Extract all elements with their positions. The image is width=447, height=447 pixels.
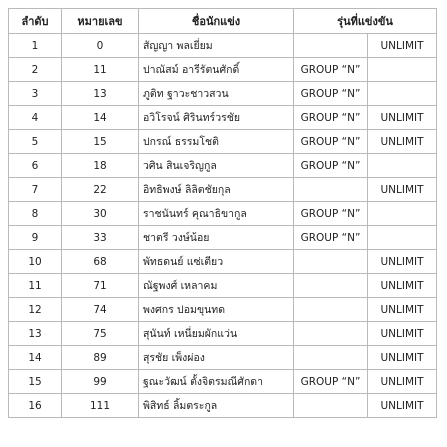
row-order: 14 (9, 346, 62, 370)
row-name: ปาณัสม์ อารีรัตนศักดิ์ (139, 58, 294, 82)
header-name: ชื่อนักแข่ง (139, 9, 294, 34)
row-group (294, 274, 368, 298)
row-order: 3 (9, 82, 62, 106)
row-unlimit: UNLIMIT (368, 130, 437, 154)
row-unlimit: UNLIMIT (368, 34, 437, 58)
row-order: 8 (9, 202, 62, 226)
row-number: 0 (62, 34, 139, 58)
row-name: สุรชัย เพ็งผ่อง (139, 346, 294, 370)
table-row (9, 394, 437, 418)
row-order: 11 (9, 274, 62, 298)
table-row (9, 250, 437, 274)
row-unlimit (368, 58, 437, 82)
row-order: 13 (9, 322, 62, 346)
row-group (294, 394, 368, 418)
row-number: 15 (62, 130, 139, 154)
table-body (9, 34, 437, 418)
row-group (294, 346, 368, 370)
row-group: GROUP “N” (294, 82, 368, 106)
row-name: พัทธดนย์ แซ่เตียว (139, 250, 294, 274)
row-unlimit: UNLIMIT (368, 274, 437, 298)
row-number: 71 (62, 274, 139, 298)
racer-table (8, 8, 437, 418)
table-row (9, 202, 437, 226)
row-order: 12 (9, 298, 62, 322)
row-unlimit: UNLIMIT (368, 298, 437, 322)
header-row (9, 9, 437, 34)
table-row (9, 34, 437, 58)
row-name: วศิน สินเจริญกูล (139, 154, 294, 178)
row-unlimit: UNLIMIT (368, 250, 437, 274)
row-number: 18 (62, 154, 139, 178)
row-unlimit: UNLIMIT (368, 394, 437, 418)
row-order: 10 (9, 250, 62, 274)
row-name: ปกรณ์ ธรรมโชติ (139, 130, 294, 154)
row-group: GROUP “N” (294, 370, 368, 394)
table-row (9, 178, 437, 202)
row-group (294, 322, 368, 346)
table-row (9, 370, 437, 394)
table-row (9, 106, 437, 130)
header-number: หมายเลข (62, 9, 139, 34)
row-name: พิสิทธ์ ลิ้มตระกูล (139, 394, 294, 418)
row-number: 75 (62, 322, 139, 346)
row-name: พงศกร ปอมขุนทด (139, 298, 294, 322)
row-group (294, 298, 368, 322)
row-unlimit (368, 202, 437, 226)
header-class: รุ่นที่แข่งขัน (294, 9, 437, 34)
row-order: 15 (9, 370, 62, 394)
header-order: ลำดับ (9, 9, 62, 34)
row-number: 11 (62, 58, 139, 82)
row-unlimit (368, 82, 437, 106)
table-row (9, 322, 437, 346)
row-order: 16 (9, 394, 62, 418)
row-order: 9 (9, 226, 62, 250)
row-order: 7 (9, 178, 62, 202)
row-number: 89 (62, 346, 139, 370)
row-order: 4 (9, 106, 62, 130)
row-name: ราชนันทร์ คุณาธิขากูล (139, 202, 294, 226)
row-number: 111 (62, 394, 139, 418)
row-group: GROUP “N” (294, 106, 368, 130)
row-group: GROUP “N” (294, 58, 368, 82)
row-unlimit: UNLIMIT (368, 322, 437, 346)
row-unlimit: UNLIMIT (368, 346, 437, 370)
row-number: 74 (62, 298, 139, 322)
table-row (9, 274, 437, 298)
row-order: 2 (9, 58, 62, 82)
row-unlimit: UNLIMIT (368, 106, 437, 130)
table-row (9, 226, 437, 250)
row-unlimit: UNLIMIT (368, 178, 437, 202)
row-group: GROUP “N” (294, 154, 368, 178)
row-name: สัญญา พลเยี่ยม (139, 34, 294, 58)
row-name: อิทธิพงษ์ ลิลิตชัยกุล (139, 178, 294, 202)
row-number: 68 (62, 250, 139, 274)
table-row (9, 298, 437, 322)
row-order: 6 (9, 154, 62, 178)
row-name: สุนันท์ เหนี่ยมผักแว่น (139, 322, 294, 346)
row-order: 5 (9, 130, 62, 154)
table-row (9, 346, 437, 370)
row-group: GROUP “N” (294, 226, 368, 250)
row-order: 1 (9, 34, 62, 58)
row-number: 14 (62, 106, 139, 130)
row-number: 22 (62, 178, 139, 202)
table-row (9, 82, 437, 106)
row-name: ชาตรี วงษ์น้อย (139, 226, 294, 250)
row-name: ภูติท ฐาวะชาวสวน (139, 82, 294, 106)
table-row (9, 130, 437, 154)
row-group (294, 178, 368, 202)
table-row (9, 58, 437, 82)
row-unlimit: UNLIMIT (368, 370, 437, 394)
row-number: 99 (62, 370, 139, 394)
row-number: 13 (62, 82, 139, 106)
row-unlimit (368, 226, 437, 250)
row-name: อวิโรจน์ ศิรินทร์วรชัย (139, 106, 294, 130)
row-number: 33 (62, 226, 139, 250)
row-unlimit (368, 154, 437, 178)
row-group (294, 34, 368, 58)
table-row (9, 154, 437, 178)
row-group (294, 250, 368, 274)
row-name: ฐณะวัฒน์ ตั้งจิตรมณีศักดา (139, 370, 294, 394)
row-number: 30 (62, 202, 139, 226)
row-name: ณัฐพงศ์ เหลาคม (139, 274, 294, 298)
table-header (9, 9, 437, 34)
row-group: GROUP “N” (294, 130, 368, 154)
row-group: GROUP “N” (294, 202, 368, 226)
